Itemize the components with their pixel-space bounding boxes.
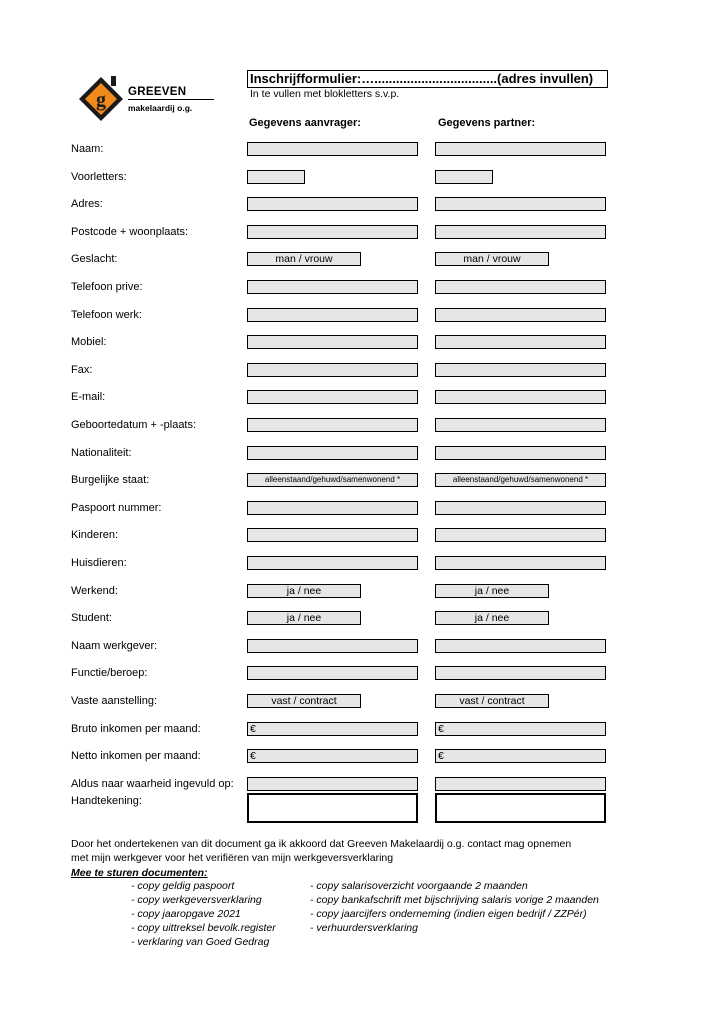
applicant-field-aldus-naar-waarheid-ingevuld-op[interactable] (247, 777, 418, 791)
label-aldus-naar-waarheid-ingevuld-op: Aldus naar waarheid ingevuld op: (71, 778, 234, 790)
partner-field-voorletters[interactable] (435, 170, 493, 184)
applicant-field-fax[interactable] (247, 363, 418, 377)
applicant-field-voorletters[interactable] (247, 170, 305, 184)
label-naam-werkgever: Naam werkgever: (71, 640, 158, 652)
form-title: Inschrijfformulier:…..................................(adres invullen) (247, 70, 608, 88)
label-voorletters: Voorletters: (71, 171, 127, 183)
form-subtitle: In te vullen met blokletters s.v.p. (250, 88, 400, 100)
partner-column-heading: Gegevens partner: (438, 117, 536, 129)
partner-field-mobiel[interactable] (435, 335, 606, 349)
partner-field-geslacht[interactable]: man / vrouw (435, 252, 549, 266)
document-item-left-4: - verklaring van Goed Gedrag (131, 936, 270, 948)
partner-field-telefoon-prive[interactable] (435, 280, 606, 294)
applicant-signature-box[interactable] (247, 793, 418, 823)
applicant-field-naam[interactable] (247, 142, 418, 156)
document-item-right-3: - verhuurdersverklaring (310, 922, 418, 934)
applicant-field-e-mail[interactable] (247, 390, 418, 404)
partner-field-student[interactable]: ja / nee (435, 611, 549, 625)
document-item-right-1: - copy bankafschrift met bijschrijving salaris vorige 2 maanden (310, 894, 599, 906)
partner-field-postcode-woonplaats[interactable] (435, 225, 606, 239)
label-geslacht: Geslacht: (71, 253, 118, 265)
partner-field-geboortedatum-plaats[interactable] (435, 418, 606, 432)
partner-field-netto-inkomen-per-maand[interactable]: € (435, 749, 606, 763)
partner-field-vaste-aanstelling[interactable]: vast / contract (435, 694, 549, 708)
applicant-field-telefoon-prive[interactable] (247, 280, 418, 294)
label-geboortedatum-plaats: Geboortedatum + -plaats: (71, 419, 197, 431)
brand-subtitle: makelaardij o.g. (128, 103, 193, 113)
applicant-field-mobiel[interactable] (247, 335, 418, 349)
applicant-field-burgelijke-staat[interactable]: alleenstaand/gehuwd/samenwonend * (247, 473, 418, 487)
label-naam: Naam: (71, 143, 104, 155)
applicant-field-functie-beroep[interactable] (247, 666, 418, 680)
label-netto-inkomen-per-maand: Netto inkomen per maand: (71, 750, 201, 762)
applicant-field-nationaliteit[interactable] (247, 446, 418, 460)
partner-field-naam[interactable] (435, 142, 606, 156)
document-item-left-2: - copy jaaropgave 2021 (131, 908, 241, 920)
partner-field-telefoon-werk[interactable] (435, 308, 606, 322)
applicant-field-geslacht[interactable]: man / vrouw (247, 252, 361, 266)
applicant-field-telefoon-werk[interactable] (247, 308, 418, 322)
partner-field-huisdieren[interactable] (435, 556, 606, 570)
label-paspoort-nummer: Paspoort nummer: (71, 502, 162, 514)
partner-field-e-mail[interactable] (435, 390, 606, 404)
signature-label: Handtekening: (71, 795, 142, 807)
label-postcode-woonplaats: Postcode + woonplaats: (71, 226, 189, 238)
label-student: Student: (71, 612, 112, 624)
applicant-field-student[interactable]: ja / nee (247, 611, 361, 625)
partner-field-burgelijke-staat[interactable]: alleenstaand/gehuwd/samenwonend * (435, 473, 606, 487)
label-adres: Adres: (71, 198, 103, 210)
label-huisdieren: Huisdieren: (71, 557, 127, 569)
label-functie-beroep: Functie/beroep: (71, 667, 148, 679)
applicant-field-werkend[interactable]: ja / nee (247, 584, 361, 598)
applicant-field-netto-inkomen-per-maand[interactable]: € (247, 749, 418, 763)
consent-line-1: Door het ondertekenen van dit document ga ik akkoord dat Greeven Makelaardij o.g. contact mag opnemen (71, 838, 572, 850)
applicant-field-kinderen[interactable] (247, 528, 418, 542)
applicant-field-vaste-aanstelling[interactable]: vast / contract (247, 694, 361, 708)
brand-name: GREEVEN (128, 86, 187, 98)
company-logo (78, 76, 124, 122)
label-e-mail: E-mail: (71, 391, 106, 403)
document-item-left-0: - copy geldig paspoort (131, 880, 235, 892)
applicant-column-heading: Gegevens aanvrager: (249, 117, 361, 129)
document-item-left-1: - copy werkgeversverklaring (131, 894, 262, 906)
partner-field-werkend[interactable]: ja / nee (435, 584, 549, 598)
label-telefoon-prive: Telefoon prive: (71, 281, 143, 293)
applicant-field-paspoort-nummer[interactable] (247, 501, 418, 515)
partner-field-paspoort-nummer[interactable] (435, 501, 606, 515)
document-item-right-0: - copy salarisoverzicht voorgaande 2 maanden (310, 880, 528, 892)
applicant-field-bruto-inkomen-per-maand[interactable]: € (247, 722, 418, 736)
consent-line-2: met mijn werkgever voor het verifiëren van mijn werkgeversverklaring (71, 852, 394, 864)
applicant-field-postcode-woonplaats[interactable] (247, 225, 418, 239)
label-mobiel: Mobiel: (71, 336, 107, 348)
label-telefoon-werk: Telefoon werk: (71, 309, 142, 321)
document-item-right-2: - copy jaarcijfers onderneming (indien eigen bedrijf / ZZPér) (310, 908, 587, 920)
brand-underline (128, 99, 214, 100)
logo-letter: g (96, 89, 106, 111)
partner-field-aldus-naar-waarheid-ingevuld-op[interactable] (435, 777, 606, 791)
applicant-field-geboortedatum-plaats[interactable] (247, 418, 418, 432)
partner-field-fax[interactable] (435, 363, 606, 377)
partner-signature-box[interactable] (435, 793, 606, 823)
label-bruto-inkomen-per-maand: Bruto inkomen per maand: (71, 723, 201, 735)
label-werkend: Werkend: (71, 585, 118, 597)
documents-heading: Mee te sturen documenten: (71, 867, 208, 879)
label-vaste-aanstelling: Vaste aanstelling: (71, 695, 158, 707)
label-burgelijke-staat: Burgelijke staat: (71, 474, 150, 486)
label-nationaliteit: Nationaliteit: (71, 447, 132, 459)
partner-field-kinderen[interactable] (435, 528, 606, 542)
applicant-field-adres[interactable] (247, 197, 418, 211)
partner-field-bruto-inkomen-per-maand[interactable]: € (435, 722, 606, 736)
document-item-left-3: - copy uittreksel bevolk.register (131, 922, 276, 934)
label-fax: Fax: (71, 364, 93, 376)
partner-field-nationaliteit[interactable] (435, 446, 606, 460)
applicant-field-naam-werkgever[interactable] (247, 639, 418, 653)
partner-field-naam-werkgever[interactable] (435, 639, 606, 653)
partner-field-adres[interactable] (435, 197, 606, 211)
label-kinderen: Kinderen: (71, 529, 119, 541)
partner-field-functie-beroep[interactable] (435, 666, 606, 680)
applicant-field-huisdieren[interactable] (247, 556, 418, 570)
